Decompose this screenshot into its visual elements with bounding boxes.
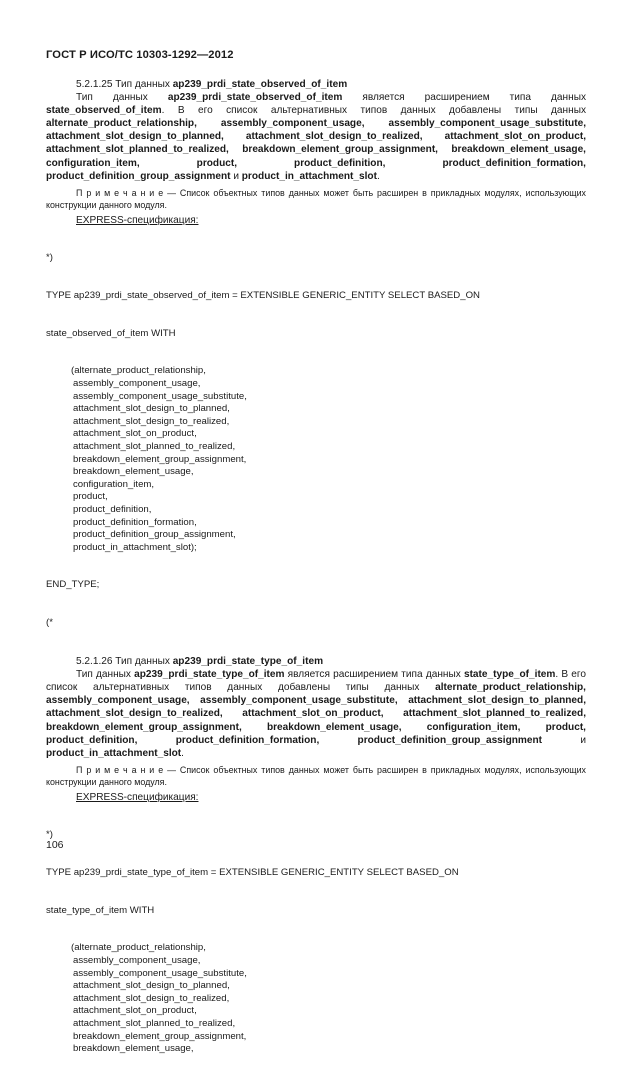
section-title bbox=[46, 78, 586, 91]
paragraph-text: является расширением типа данных bbox=[284, 669, 464, 681]
bold-term: ap239_prdi_state_observed_of_item bbox=[167, 92, 343, 104]
bold-term: alternate_product_relationship, assembly_component_usage, assembly_component_usage_substitute, attachment_slot_design_to_planned, attachment_slot_design_to_realized, attachment_slot_on_product, attachment_slot_planned_to_realized, breakdown_element_group_assignment, breakdown_element_usage, configuration_item, product, product_definition, product_definition_formation, product_definition_group_assignment bbox=[46, 682, 586, 746]
express-code-block bbox=[46, 227, 586, 655]
code-item: (alternate_product_relationship, bbox=[71, 365, 206, 377]
code-item-list bbox=[46, 942, 586, 1055]
type-name: ap239_prdi_state_type_of_item bbox=[172, 656, 324, 668]
bold-term: state_type_of_item bbox=[463, 669, 556, 681]
code-item: breakdown_element_usage, bbox=[73, 466, 194, 478]
paragraph-text: . В его список альтернативных типов данных добавлены типы данных bbox=[46, 669, 586, 694]
type-name: ap239_prdi_state_observed_of_item bbox=[172, 79, 348, 90]
paragraph-text: Тип данных bbox=[76, 92, 168, 104]
bold-term: product_in_attachment_slot bbox=[46, 747, 182, 759]
code-item: assembly_component_usage, bbox=[73, 377, 201, 389]
section-number: 5.2.1.26 Тип данных bbox=[76, 656, 173, 668]
code-item: assembly_component_usage_substitute, bbox=[73, 967, 247, 979]
page-number: 106 bbox=[46, 839, 64, 851]
code-item: product_definition_group_assignment, bbox=[73, 529, 236, 541]
code-item: (alternate_product_relationship, bbox=[71, 942, 206, 954]
bold-term: alternate_product_relationship, assembly_component_usage, assembly_component_usage_substitute, attachment_slot_design_to_planned, attachment_slot_design_to_realized, attachment_slot_on_product, attachment_slot_planned_to_realized, breakdown_element_group_assignment, breakdown_element_usage, configuration_item, product, product_definition, product_definition_formation, product_definition_group_assignment bbox=[46, 118, 586, 182]
code-line: END_TYPE; bbox=[46, 579, 100, 591]
code-item: assembly_component_usage_substitute, bbox=[73, 390, 247, 402]
code-line: TYPE ap239_prdi_state_type_of_item = EXTENSIBLE GENERIC_ENTITY SELECT BASED_ON bbox=[46, 866, 459, 878]
section-number: 5.2.1.25 Тип данных bbox=[76, 79, 173, 90]
code-item: attachment_slot_on_product, bbox=[73, 428, 197, 440]
code-line: *) bbox=[46, 829, 53, 841]
bold-term: state_observed_of_item bbox=[46, 105, 162, 117]
code-item: attachment_slot_design_to_planned, bbox=[73, 403, 230, 415]
code-item: attachment_slot_on_product, bbox=[73, 1005, 197, 1017]
paragraph-text: и bbox=[542, 734, 586, 746]
code-item: attachment_slot_planned_to_realized, bbox=[73, 440, 236, 452]
page-content bbox=[46, 78, 586, 1081]
code-item: product_in_attachment_slot); bbox=[73, 541, 197, 553]
code-item-list bbox=[46, 365, 586, 554]
bold-term: ap239_prdi_state_type_of_item bbox=[134, 669, 285, 681]
paragraph-text: . bbox=[376, 170, 380, 182]
section-paragraph bbox=[46, 668, 586, 760]
page-header: ГОСТ Р ИСО/ТС 10303-1292—2012 bbox=[46, 49, 234, 61]
code-line: state_type_of_item WITH bbox=[46, 904, 155, 916]
code-item: product_definition_formation, bbox=[73, 516, 197, 528]
code-line: (* bbox=[46, 617, 53, 629]
paragraph-text: . В его список альтернативных типов данных добавлены типы данных bbox=[161, 105, 586, 117]
express-label: EXPRESS-спецификация: bbox=[76, 214, 199, 226]
code-item: attachment_slot_design_to_planned, bbox=[73, 980, 230, 992]
express-label: EXPRESS-спецификация: bbox=[76, 791, 199, 803]
code-item: attachment_slot_planned_to_realized, bbox=[73, 1017, 236, 1029]
bold-term: product_in_attachment_slot bbox=[241, 170, 377, 182]
paragraph-text: и bbox=[230, 170, 242, 182]
code-item: breakdown_element_usage, bbox=[73, 1043, 194, 1055]
code-item: assembly_component_usage, bbox=[73, 955, 201, 966]
code-line: state_observed_of_item WITH bbox=[46, 327, 176, 339]
code-item: attachment_slot_design_to_realized, bbox=[73, 992, 230, 1004]
code-item: breakdown_element_group_assignment, bbox=[73, 1030, 247, 1042]
code-item: configuration_item, bbox=[73, 478, 155, 490]
code-line: TYPE ap239_prdi_state_observed_of_item = EXTENSIBLE GENERIC_ENTITY SELECT BASED_ON bbox=[46, 289, 480, 301]
express-code-block bbox=[46, 804, 586, 1081]
paragraph-text: Тип данных bbox=[76, 669, 135, 681]
code-line: *) bbox=[46, 252, 53, 264]
note-text: П р и м е ч а н и е — Список объектных типов данных может быть расширен в прикладных модулях, использующих конструкции данного модуля. bbox=[46, 764, 586, 787]
paragraph-text: является расширением типа данных bbox=[342, 92, 586, 104]
section-title bbox=[46, 655, 586, 668]
note-text: П р и м е ч а н и е — Список объектных типов данных может быть расширен в прикладных модулях, использующих конструкции данного модуля. bbox=[46, 187, 586, 210]
code-item: attachment_slot_design_to_realized, bbox=[73, 415, 230, 427]
code-item: breakdown_element_group_assignment, bbox=[73, 453, 247, 465]
code-item: product, bbox=[73, 491, 108, 503]
section-paragraph bbox=[46, 91, 586, 183]
paragraph-text: . bbox=[181, 747, 184, 759]
code-item: product_definition, bbox=[73, 503, 152, 515]
